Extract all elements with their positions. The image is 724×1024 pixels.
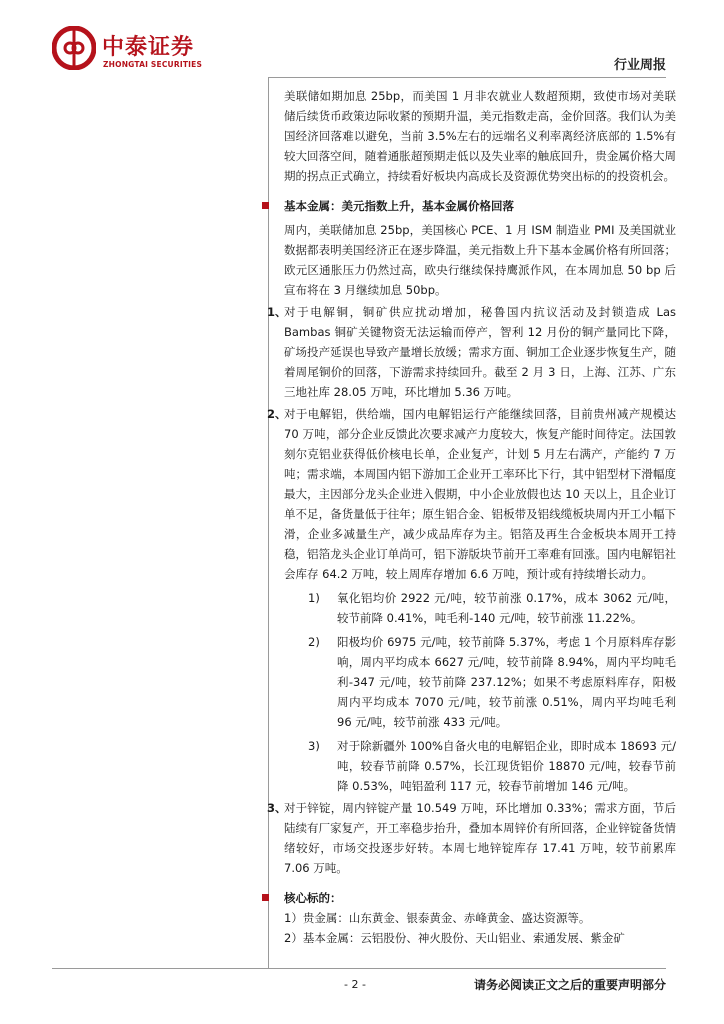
list-item-text: 对于电解铝，供给端，国内电解铝运行产能继续回落，目前贵州减产规模达 70 万吨，部分企业反馈此次要求减产力度较大，恢复产能时间待定。法国敦刻尔克铝业获得低价核电长单，企业复产，计划 5 月左右满产，产能约 7 万吨；需求端，本周国内铝下游加工企业开工率环比下行，其中铝型材下滑幅度最大，主因部分龙头企业进入假期，中小企业放假也达 10 天以上，且企业订单不足，备货量低于往年；原生铝合金、铝板带及铝线缆板块周内开工小幅下滑，企业多减量生产，减少成品库存为主。铝箔及再生合金板块本周开工持稳，铝箔龙头企业订单尚可，铝下游版块节前开工率难有回涨。国内电解铝社会库存 64.2 万吨，较上周库存增加 6.6 万吨，预计或有持续增长动力。 bbox=[284, 407, 676, 581]
logo-chinese-name: 中泰证券 bbox=[102, 35, 195, 60]
section-heading-text: 核心标的： bbox=[284, 891, 342, 905]
sub-item-number: 1) bbox=[308, 591, 320, 605]
list-item-number: 2、 bbox=[267, 407, 287, 421]
company-logo bbox=[52, 26, 222, 76]
base-metals-paragraph: 周内，美联储加息 25bp，美国核心 PCE、1 月 ISM 制造业 PMI 及美国就业数据都表明美国经济正在逐步降温，美元指数上升下基本金属价格有所回落；欧元区通胀压力仍然过高，欧央行继续保持鹰派作风，在本周加息 50 bp 后宣布将在 3 月继续加息 50bp。 bbox=[284, 223, 676, 297]
footer-divider bbox=[52, 968, 666, 969]
core-target-base-metals bbox=[260, 928, 676, 948]
section-heading-core-targets bbox=[260, 888, 676, 908]
sub-item-anode bbox=[260, 632, 676, 732]
core-target-number: 2） bbox=[284, 931, 303, 945]
zhongtai-logo-icon bbox=[52, 26, 96, 70]
report-type-label: 行业周报 bbox=[613, 58, 666, 73]
list-item-zinc bbox=[260, 798, 676, 878]
sub-item-smelter-cost bbox=[260, 736, 676, 796]
core-target-text: 基本金属：云铝股份、神火股份、天山铝业、索通发展、紫金矿 bbox=[302, 931, 625, 945]
logo-english-name: ZHONGTAI SECURITIES bbox=[103, 60, 203, 69]
section-heading-base-metals bbox=[260, 196, 676, 216]
sub-item-text: 氧化铝均价 2922 元/吨，较节前涨 0.17%，成本 3062 元/吨，较节前降 0.41%，吨毛利-140 元/吨，较节前涨 11.22%。 bbox=[337, 591, 676, 625]
red-square-bullet-icon bbox=[262, 894, 269, 901]
disclaimer-text: 请务必阅读正文之后的重要声明部分 bbox=[473, 978, 666, 992]
sub-item-text: 阳极均价 6975 元/吨，较节前降 5.37%，考虑 1 个月原料库存影响，周内平均成本 6627 元/吨，较节前降 8.94%，周内平均吨毛利-347 元/吨，较节前降 237.12%；如果不考虑原料库存，阳极周内平均成本 7070 元/吨，较节前涨 0.51%，周内平均吨毛利 96 元/吨，较节前涨 433 元/吨。 bbox=[337, 635, 676, 729]
core-target-text: 贵金属：山东黄金、银泰黄金、赤峰黄金、盛达资源等。 bbox=[302, 911, 591, 925]
section-heading-text: 基本金属：美元指数上升，基本金属价格回落 bbox=[284, 199, 514, 213]
red-square-bullet-icon bbox=[262, 202, 269, 209]
main-content bbox=[260, 86, 676, 948]
core-target-precious-metals bbox=[260, 908, 676, 928]
sub-item-number: 2) bbox=[308, 635, 320, 649]
header-divider bbox=[268, 77, 666, 78]
intro-paragraph: 美联储如期加息 25bp，而美国 1 月非农就业人数超预期，致使市场对美联储后续货币政策边际收紧的预期升温，美元指数走高，金价回落。我们认为美国经济回落难以避免，当前 3.5%左右的远端名义利率离经济底部的 1.5%有较大回落空间，随着通胀超预期走低以及失业率的触底回升，贵金属价格大周期的拐点正式确立，持续看好板块内高成长及资源优势突出标的的投资机会。 bbox=[284, 89, 676, 183]
list-item-aluminum bbox=[260, 404, 676, 584]
core-target-number: 1） bbox=[284, 911, 303, 925]
sub-item-alumina bbox=[260, 588, 676, 628]
sub-item-number: 3) bbox=[308, 739, 320, 753]
list-item-text: 对于锌锭，周内锌锭产量 10.549 万吨，环比增加 0.33%；需求方面，节后陆续有厂家复产，开工率稳步抬升，叠加本周锌价有所回落，企业锌锭备货情绪较好，市场交投逐步好转。本周七地锌锭库存 17.41 万吨，较节前累库 7.06 万吨。 bbox=[284, 801, 676, 875]
page-number: - 2 - bbox=[344, 978, 366, 991]
list-item-text: 对于电解铜，铜矿供应扰动增加，秘鲁国内抗议活动及封锁造成 Las Bambas 铜矿关键物资无法运输而停产，智利 12 月份的铜产量同比下降，矿场投产延误也导致产量增长放缓；需求方面、铜加工企业逐步恢复生产，随着周尾铜价的回落，下游需求持续回升。截至 2 月 3 日，上海、江苏、广东三地社库 28.05 万吨，环比增加 5.36 万吨。 bbox=[284, 305, 676, 399]
list-item-copper bbox=[260, 302, 676, 402]
list-item-number: 1、 bbox=[267, 305, 287, 319]
sub-item-text: 对于除新疆外 100%自备火电的电解铝企业，即时成本 18693 元/吨，较春节前降 0.57%，长江现货铝价 18870 元/吨，较春节前降 0.53%，吨铝盈利 117 元，较春节前增加 146 元/吨。 bbox=[337, 739, 676, 793]
list-item-number: 3、 bbox=[267, 801, 287, 815]
